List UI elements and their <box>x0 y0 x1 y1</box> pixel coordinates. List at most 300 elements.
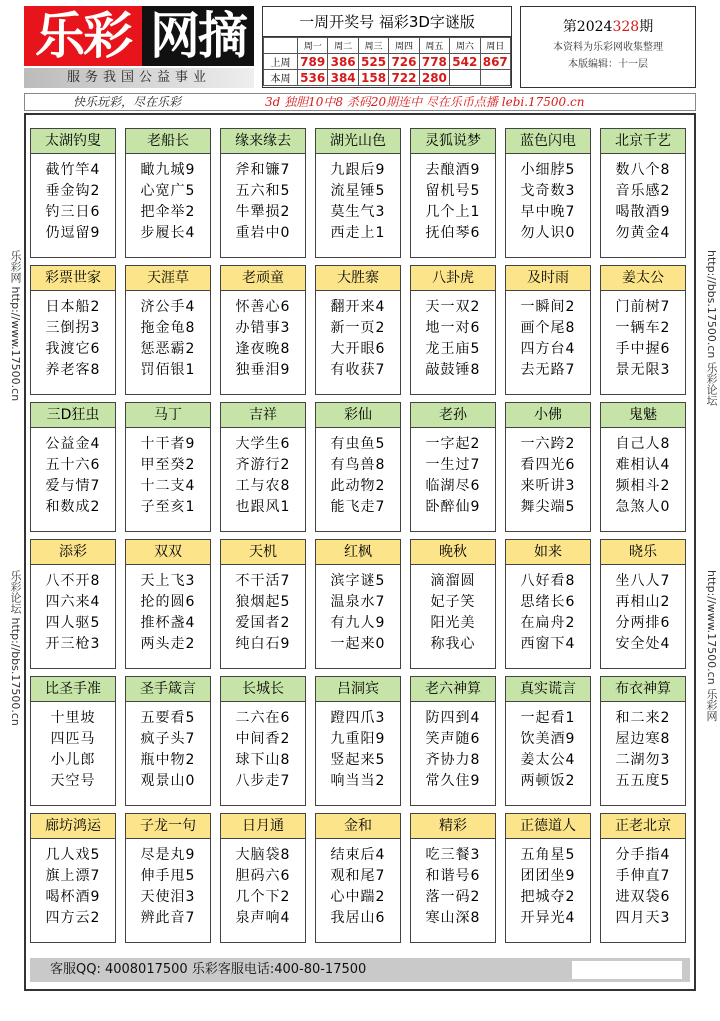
riddle-line: 称我心 <box>430 636 476 652</box>
riddle-line: 办错事3 <box>235 320 291 336</box>
riddle-line: 敲鼓锤8 <box>425 362 481 378</box>
riddle-author: 子龙一句 <box>126 814 210 839</box>
footer-blank-box <box>572 961 682 979</box>
draw-table <box>263 37 511 86</box>
riddle-lines <box>31 428 115 518</box>
riddle-author: 吉祥 <box>221 403 305 428</box>
riddle-line: 难相认4 <box>615 457 671 473</box>
notice-right[interactable]: 3d 独胆10中8 杀码20期连中 尽在乐币点播 lebi.17500.cn <box>265 95 585 109</box>
riddle-line: 抚伯琴6 <box>425 225 481 241</box>
riddle-line: 开三枪3 <box>45 636 101 652</box>
riddle-line: 龙王庙5 <box>425 341 481 357</box>
riddle-line: 西窗下4 <box>520 636 576 652</box>
riddle-author: 老六神算 <box>411 677 495 702</box>
riddle-card <box>30 676 116 806</box>
riddle-author: 缘来缘去 <box>221 129 305 154</box>
riddle-lines <box>506 565 590 655</box>
riddle-line: 伸手甩5 <box>140 868 196 884</box>
riddle-lines <box>126 428 210 518</box>
riddle-line: 卧醉仙9 <box>425 499 481 515</box>
riddle-line: 手中握6 <box>615 341 671 357</box>
riddle-line: 养老客8 <box>45 362 101 378</box>
riddle-lines <box>506 154 590 244</box>
riddle-lines <box>126 565 210 655</box>
last-week-row <box>264 54 511 70</box>
riddle-line: 辨此音7 <box>140 910 196 926</box>
riddle-lines <box>126 839 210 929</box>
riddle-line: 一瞬间2 <box>520 299 576 315</box>
riddle-line: 观景山0 <box>140 773 196 789</box>
riddle-lines <box>506 839 590 929</box>
riddle-line: 心中踹2 <box>330 889 386 905</box>
riddle-line: 莫生气3 <box>330 204 386 220</box>
riddle-lines <box>221 154 305 244</box>
collect-note: 本资料为乐彩网收集整理 <box>553 42 663 53</box>
riddle-card <box>220 539 306 669</box>
weekday-cell: 周五 <box>419 38 449 54</box>
riddle-line: 公益金4 <box>45 436 101 452</box>
riddle-card <box>125 676 211 806</box>
riddle-line: 也跟风1 <box>235 499 291 515</box>
riddle-lines <box>31 839 115 929</box>
riddle-lines <box>31 702 115 792</box>
riddle-line: 翻开来4 <box>330 299 386 315</box>
riddle-line: 斧和镰7 <box>235 162 291 178</box>
riddle-line: 钓三日6 <box>45 204 101 220</box>
riddle-line: 进双袋6 <box>615 889 671 905</box>
riddle-line: 滴溜圆 <box>430 573 476 589</box>
riddle-lines <box>316 154 400 244</box>
riddle-line: 独垂泪9 <box>235 362 291 378</box>
riddle-lines <box>221 291 305 381</box>
draw-number: 542 <box>450 54 480 70</box>
riddle-line: 有收获7 <box>330 362 386 378</box>
riddle-lines <box>506 291 590 381</box>
draw-number: 789 <box>298 54 328 70</box>
riddle-lines <box>601 428 685 518</box>
riddle-line: 心宽广5 <box>140 183 196 199</box>
riddle-author: 天涯草 <box>126 266 210 291</box>
riddle-line: 妃子笑 <box>430 594 476 610</box>
draw-number: 384 <box>328 70 358 86</box>
riddle-line: 二六在6 <box>235 710 291 726</box>
riddle-card <box>220 676 306 806</box>
riddle-line: 步履长4 <box>140 225 196 241</box>
riddle-line: 十二支4 <box>140 478 196 494</box>
riddle-author: 彩仙 <box>316 403 400 428</box>
draw-title: 一周开奖号 福彩3D字谜版 <box>263 7 511 37</box>
riddle-line: 蹬四爪3 <box>330 710 386 726</box>
riddle-line: 寒山深8 <box>425 910 481 926</box>
riddle-card <box>410 813 496 943</box>
side-text-right-bottom[interactable]: http://www.17500.cn 乐彩网 <box>705 570 718 722</box>
riddle-lines <box>411 565 495 655</box>
riddle-line: 勿黄金4 <box>615 225 671 241</box>
riddle-line: 能飞走7 <box>330 499 386 515</box>
riddle-lines <box>316 839 400 929</box>
riddle-lines <box>221 839 305 929</box>
riddle-line: 地一对6 <box>425 320 481 336</box>
riddle-line: 吃三餐3 <box>425 847 481 863</box>
riddle-line: 西走上1 <box>330 225 386 241</box>
riddle-line: 八好看8 <box>520 573 576 589</box>
riddle-card <box>315 265 401 395</box>
riddle-lines <box>316 428 400 518</box>
riddle-line: 天空号 <box>50 773 96 789</box>
riddle-author: 蓝色闪电 <box>506 129 590 154</box>
side-text-right-top[interactable]: http://bbs.17500.cn 乐彩论坛 <box>705 250 718 406</box>
riddle-line: 结束后4 <box>330 847 386 863</box>
riddle-card <box>505 539 591 669</box>
weekday-cell: 周一 <box>298 38 328 54</box>
riddle-lines <box>411 839 495 929</box>
side-text-left-bottom[interactable]: 乐彩论坛 http://bbs.17500.cn <box>9 570 22 726</box>
riddle-line: 垂金钩2 <box>45 183 101 199</box>
riddle-line: 团团坐9 <box>520 868 576 884</box>
riddle-line: 小细脖5 <box>520 162 576 178</box>
riddle-line: 牛犟损2 <box>235 204 291 220</box>
riddle-author: 长城长 <box>221 677 305 702</box>
riddle-lines <box>126 291 210 381</box>
riddle-card <box>220 265 306 395</box>
riddle-card <box>125 265 211 395</box>
riddle-line: 分手指4 <box>615 847 671 863</box>
riddle-lines <box>411 154 495 244</box>
draw-number: 722 <box>389 70 419 86</box>
riddle-card <box>315 676 401 806</box>
riddle-line: 喝杯酒9 <box>45 889 101 905</box>
riddle-lines <box>411 428 495 518</box>
period-line <box>521 15 695 39</box>
riddle-line: 再相山2 <box>615 594 671 610</box>
riddle-line: 惩恶霸2 <box>140 341 196 357</box>
riddle-card <box>125 539 211 669</box>
riddle-lines <box>601 154 685 244</box>
period-suffix: 期 <box>639 19 654 35</box>
riddle-line: 把伞举2 <box>140 204 196 220</box>
riddle-line: 两头走2 <box>140 636 196 652</box>
riddle-line: 五五度5 <box>615 773 671 789</box>
riddle-card <box>315 813 401 943</box>
riddle-lines <box>506 702 590 792</box>
riddle-lines <box>31 291 115 381</box>
riddle-lines <box>601 702 685 792</box>
riddle-line: 景无限3 <box>615 362 671 378</box>
riddle-author: 天机 <box>221 540 305 565</box>
riddle-line: 大脑袋8 <box>235 847 291 863</box>
riddle-line: 小儿郎 <box>50 752 96 768</box>
riddle-card <box>315 128 401 258</box>
riddle-line: 几个上1 <box>425 204 481 220</box>
riddle-line: 抡的圆6 <box>140 594 196 610</box>
riddle-lines <box>126 154 210 244</box>
riddle-line: 新一页2 <box>330 320 386 336</box>
riddle-line: 坐八人7 <box>615 573 671 589</box>
riddle-line: 四方云2 <box>45 910 101 926</box>
draw-number <box>450 70 480 86</box>
riddle-line: 竖起来5 <box>330 752 386 768</box>
draw-number: 280 <box>419 70 449 86</box>
riddle-line: 来听讲3 <box>520 478 576 494</box>
riddle-line: 天使泪3 <box>140 889 196 905</box>
riddle-lines <box>316 565 400 655</box>
period-box <box>520 6 696 88</box>
riddle-line: 济公手4 <box>140 299 196 315</box>
weekday-cell: 周四 <box>389 38 419 54</box>
riddle-card <box>125 402 211 532</box>
riddle-author: 晚秋 <box>411 540 495 565</box>
riddle-author: 金和 <box>316 814 400 839</box>
riddle-line: 阳光美 <box>430 615 476 631</box>
weekday-cell: 周六 <box>450 38 480 54</box>
riddle-card <box>600 265 686 395</box>
riddle-line: 笑声随6 <box>425 731 481 747</box>
riddle-line: 几人戏5 <box>45 847 101 863</box>
riddle-author: 精彩 <box>411 814 495 839</box>
riddle-line: 温泉水7 <box>330 594 386 610</box>
riddle-author: 吕洞宾 <box>316 677 400 702</box>
riddle-author: 比圣手准 <box>31 677 115 702</box>
riddle-line: 球下山8 <box>235 752 291 768</box>
riddle-line: 在扁舟2 <box>520 615 576 631</box>
riddle-line: 饮美酒9 <box>520 731 576 747</box>
riddle-author: 如来 <box>506 540 590 565</box>
riddle-line: 日本船2 <box>45 299 101 315</box>
riddle-line: 把城夺2 <box>520 889 576 905</box>
riddle-lines <box>411 702 495 792</box>
editor-note: 本版编辑：十一层 <box>568 59 648 70</box>
riddle-author: 圣手箴言 <box>126 677 210 702</box>
riddle-lines <box>221 702 305 792</box>
riddle-line: 门前树7 <box>615 299 671 315</box>
riddle-author: 三D狂虫 <box>31 403 115 428</box>
draw-number: 726 <box>389 54 419 70</box>
riddle-line: 此动物2 <box>330 478 386 494</box>
riddle-line: 有九人9 <box>330 615 386 631</box>
riddle-card <box>505 265 591 395</box>
riddle-line: 早中晚7 <box>520 204 576 220</box>
riddle-line: 甲至癸2 <box>140 457 196 473</box>
row-label: 本周 <box>264 70 298 86</box>
riddle-card <box>30 402 116 532</box>
riddle-line: 大开眼6 <box>330 341 386 357</box>
logo <box>24 6 254 66</box>
riddle-line: 中间香2 <box>235 731 291 747</box>
riddle-card <box>505 676 591 806</box>
draw-number: 525 <box>358 54 388 70</box>
riddle-card <box>220 402 306 532</box>
weekday-cell: 周二 <box>328 38 358 54</box>
riddle-author: 布衣神算 <box>601 677 685 702</box>
riddle-line: 开异光4 <box>520 910 576 926</box>
slogan: 服务我国公益事业 <box>24 68 254 88</box>
riddle-lines <box>601 565 685 655</box>
riddle-line: 自己人8 <box>615 436 671 452</box>
riddle-line: 留机号5 <box>425 183 481 199</box>
riddle-line: 子至亥1 <box>140 499 196 515</box>
riddle-lines <box>601 839 685 929</box>
riddle-card <box>410 402 496 532</box>
riddle-line: 一生过7 <box>425 457 481 473</box>
riddle-line: 尽是丸9 <box>140 847 196 863</box>
riddle-author: 老孙 <box>411 403 495 428</box>
riddle-line: 数八个8 <box>615 162 671 178</box>
riddle-line: 落一码2 <box>425 889 481 905</box>
riddle-line: 几个下2 <box>235 889 291 905</box>
riddle-author: 八卦虎 <box>411 266 495 291</box>
riddle-line: 去酿酒9 <box>425 162 481 178</box>
side-text-left-top[interactable]: 乐彩网 http://www.17500.cn <box>9 250 22 402</box>
riddle-line: 五六和5 <box>235 183 291 199</box>
riddle-line: 爱国者2 <box>235 615 291 631</box>
riddle-line: 天上飞3 <box>140 573 196 589</box>
riddle-line: 我渡它6 <box>45 341 101 357</box>
draw-number: 386 <box>328 54 358 70</box>
riddle-author: 正老北京 <box>601 814 685 839</box>
riddle-author: 姜太公 <box>601 266 685 291</box>
riddle-line: 瓶中物2 <box>140 752 196 768</box>
riddle-card <box>410 265 496 395</box>
riddle-line: 喝散酒9 <box>615 204 671 220</box>
riddle-line: 勿人识0 <box>520 225 576 241</box>
riddle-line: 拖金龟8 <box>140 320 196 336</box>
row-label: 上周 <box>264 54 298 70</box>
riddle-lines <box>31 154 115 244</box>
riddle-line: 四六来4 <box>45 594 101 610</box>
riddle-card <box>220 128 306 258</box>
riddle-line: 八步走7 <box>235 773 291 789</box>
draw-number: 536 <box>298 70 328 86</box>
riddle-line: 一起来0 <box>330 636 386 652</box>
riddle-card <box>600 676 686 806</box>
riddle-author: 日月通 <box>221 814 305 839</box>
riddle-lines <box>316 702 400 792</box>
riddle-card <box>30 539 116 669</box>
riddle-line: 逢夜晚8 <box>235 341 291 357</box>
riddle-line: 画个尾8 <box>520 320 576 336</box>
draw-number <box>480 70 510 86</box>
riddle-line: 泉声响4 <box>235 910 291 926</box>
riddle-line: 流星锤5 <box>330 183 386 199</box>
riddle-line: 防四到4 <box>425 710 481 726</box>
riddle-line: 舞尖端5 <box>520 499 576 515</box>
draw-number: 158 <box>358 70 388 86</box>
riddle-line: 五角星5 <box>520 847 576 863</box>
riddle-line: 齐协力8 <box>425 752 481 768</box>
riddle-line: 手伸直7 <box>615 868 671 884</box>
riddle-line: 重岩中0 <box>235 225 291 241</box>
riddle-card <box>410 539 496 669</box>
riddle-card <box>30 128 116 258</box>
riddle-lines <box>31 565 115 655</box>
riddle-author: 北京千艺 <box>601 129 685 154</box>
riddle-line: 和二来2 <box>615 710 671 726</box>
riddle-author: 正德道人 <box>506 814 590 839</box>
riddle-card <box>505 813 591 943</box>
riddle-line: 四方台4 <box>520 341 576 357</box>
weekday-cell: 周三 <box>358 38 388 54</box>
riddle-line: 大学生6 <box>235 436 291 452</box>
riddle-author: 太湖钓叟 <box>31 129 115 154</box>
riddle-author: 及时雨 <box>506 266 590 291</box>
logo-red-part: 乐彩 <box>24 6 142 66</box>
riddle-card <box>600 539 686 669</box>
weekly-draw-box <box>262 6 512 88</box>
riddle-line: 十干者9 <box>140 436 196 452</box>
riddle-card <box>315 539 401 669</box>
riddle-line: 截竹竿4 <box>45 162 101 178</box>
period-prefix: 第2024 <box>562 19 613 35</box>
riddle-line: 戈奇数3 <box>520 183 576 199</box>
period-number: 328 <box>612 19 640 35</box>
riddle-line: 五要看5 <box>140 710 196 726</box>
riddle-line: 有鸟兽8 <box>330 457 386 473</box>
riddle-line: 两顿饭2 <box>520 773 576 789</box>
riddle-card <box>315 402 401 532</box>
riddle-card <box>125 128 211 258</box>
riddle-line: 九跟后9 <box>330 162 386 178</box>
riddle-line: 屋边寒8 <box>615 731 671 747</box>
weekday-row <box>264 38 511 54</box>
riddle-line: 四月天3 <box>615 910 671 926</box>
riddle-lines <box>506 428 590 518</box>
riddle-line: 狼烟起5 <box>235 594 291 610</box>
notice-bar <box>24 93 696 111</box>
riddle-line: 三倒拐3 <box>45 320 101 336</box>
riddle-lines <box>221 428 305 518</box>
riddle-card <box>125 813 211 943</box>
riddle-line: 纯白石9 <box>235 636 291 652</box>
riddle-lines <box>411 291 495 381</box>
riddle-card <box>30 265 116 395</box>
riddle-author: 湖光山色 <box>316 129 400 154</box>
riddle-card <box>30 813 116 943</box>
riddle-line: 仍逗留9 <box>45 225 101 241</box>
riddle-line: 二湖勿3 <box>615 752 671 768</box>
riddle-card <box>410 128 496 258</box>
riddle-card <box>410 676 496 806</box>
riddle-line: 推杯盏4 <box>140 615 196 631</box>
riddle-author: 廊坊鸿运 <box>31 814 115 839</box>
riddle-line: 十里坡 <box>50 710 96 726</box>
riddle-author: 老顽童 <box>221 266 305 291</box>
riddle-card <box>600 813 686 943</box>
draw-number: 867 <box>480 54 510 70</box>
riddle-author: 晓乐 <box>601 540 685 565</box>
logo-black-part: 网摘 <box>142 6 254 66</box>
riddle-lines <box>126 702 210 792</box>
riddle-line: 一六跨2 <box>520 436 576 452</box>
riddle-line: 一起看1 <box>520 710 576 726</box>
footer-bar <box>30 958 690 982</box>
riddle-line: 一辆车2 <box>615 320 671 336</box>
riddle-card <box>600 128 686 258</box>
riddle-line: 分两排6 <box>615 615 671 631</box>
this-week-row <box>264 70 511 86</box>
riddle-card <box>505 128 591 258</box>
riddle-author: 老船长 <box>126 129 210 154</box>
notice-left: 快乐玩彩，尽在乐彩 <box>73 95 182 109</box>
riddle-line: 齐游行2 <box>235 457 291 473</box>
riddle-line: 八不开8 <box>45 573 101 589</box>
riddle-line: 和数成2 <box>45 499 101 515</box>
riddle-line: 工与农8 <box>235 478 291 494</box>
riddle-line: 不干活7 <box>235 573 291 589</box>
riddle-card <box>600 402 686 532</box>
riddle-author: 灵狐说梦 <box>411 129 495 154</box>
riddle-author: 小佛 <box>506 403 590 428</box>
riddle-author: 马丁 <box>126 403 210 428</box>
